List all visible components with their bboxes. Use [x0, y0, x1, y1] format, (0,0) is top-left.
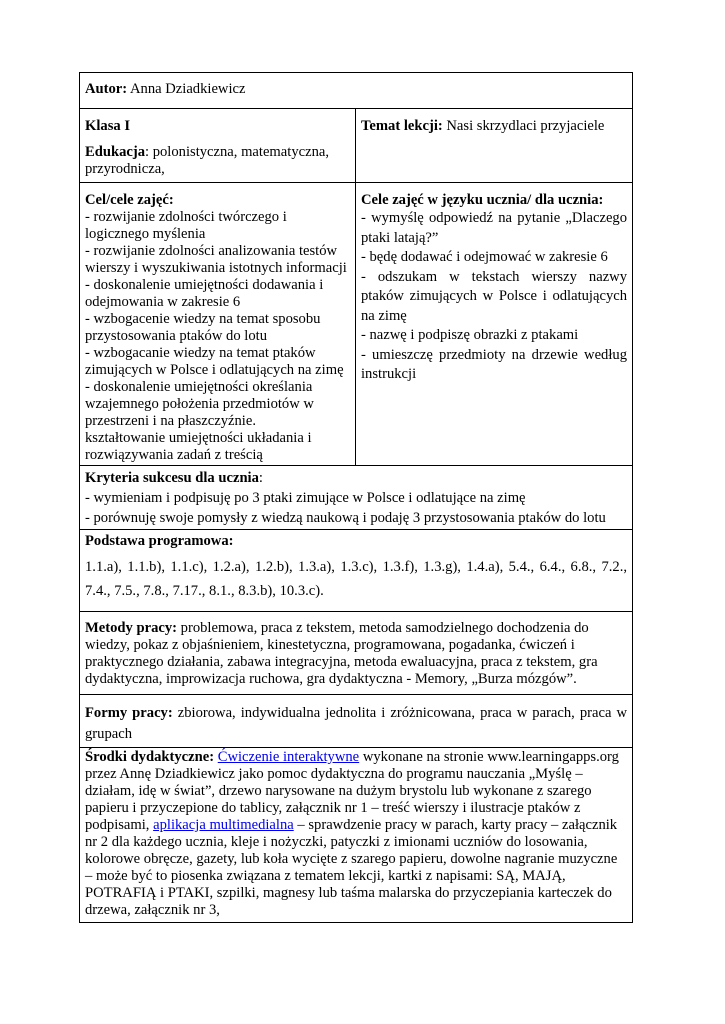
curriculum-cell — [80, 530, 633, 612]
curriculum-heading: Podstawa programowa: — [85, 533, 234, 549]
criteria-item: - porównuję swoje pomysły z wiedzą naukową i podaję 3 przystosowania ptaków do lotu — [85, 510, 606, 526]
means-text-2: – sprawdzenie pracy w parach, karty pracy – załącznik nr 2 dla każdego ucznia, kleje i nożyczki, patyczki z imionami uczniów do losowania, kolorowe obręcze, gazety, lub koła wycięte z szarego papieru, dowolne nagranie muzyczne – może być to piosenka związana z tematem lekcji, kartki z napisami: SĄ, MAJĄ, POTRAFIĄ i PTAKI, szpilki, magnesy lub taśma malarska do przyczepiania karteczek do drzewa, załącznik nr 3, — [85, 817, 618, 918]
goal-item: - rozwijanie zdolności analizowania testów wierszy i wyszukiwania istotnych informacji — [85, 243, 347, 276]
student-goal-item: - będę dodawać i odejmować w zakresie 6 — [361, 249, 608, 265]
goal-item: - wzbogacanie wiedzy na temat ptaków zimujących w Polsce i odlatujących na zimę — [85, 345, 344, 378]
curriculum-row — [80, 530, 633, 612]
criteria-heading: Kryteria sukcesu dla ucznia — [85, 470, 259, 486]
multimedia-app-link[interactable]: aplikacja multimedialna — [153, 817, 294, 833]
criteria-colon: : — [258, 470, 263, 486]
goals-cell — [80, 183, 356, 466]
means-cell — [80, 748, 633, 923]
student-goal-item: - odszukam w tekstach wierszy nazwy ptaków zimujących w Polsce i odlatujących na zimę — [361, 268, 628, 324]
goals-row — [80, 183, 633, 466]
criteria-item: - wymieniam i podpisuję po 3 ptaki zimujące w Polsce i odlatujące na zimę — [85, 490, 526, 506]
author-cell — [80, 73, 633, 109]
means-label: Środki dydaktyczne: — [85, 749, 215, 765]
goal-item: - doskonalenie umiejętności dodawania i odejmowania w zakresie 6 — [85, 277, 324, 310]
author-name: Anna Dziadkiewicz — [130, 81, 246, 97]
student-goal-item: - umieszczę przedmioty na drzewie według instrukcji — [361, 346, 628, 382]
interactive-exercise-link[interactable]: Ćwiczenie interaktywne — [217, 749, 360, 765]
class-label: Klasa I — [85, 118, 131, 134]
goal-item: kształtowanie umiejętności układania i rozwiązywania zadań z treścią — [85, 430, 312, 463]
curriculum-value: 1.1.a), 1.1.b), 1.1.c), 1.2.a), 1.2.b), 1.3.a), 1.3.c), 1.3.f), 1.3.g), 1.4.a), 5.4., 6.4., 6.8., 7.2., 7.4., 7.5., 7.8., 7.17., 8.1., 8.3.b), 10.3.c). — [85, 559, 628, 599]
methods-label: Metody pracy: — [85, 620, 177, 636]
methods-value: problemowa, praca z tekstem, metoda samodzielnego dochodzenia do wiedzy, pokaz z objaśnieniem, kinestetyczna, programowana, pogadanka, ćwiczeń i praktycznego działania, zabawa integracyjna, metoda ewaluacyjna, praca z tekstem, gra dydaktyczna, improwizacja ruchowa, gra dydaktyczna - Memory, „Burza mózgów”. — [85, 620, 598, 687]
class-cell — [80, 109, 356, 183]
criteria-heading-line — [85, 468, 627, 488]
goal-item: - wzbogacenie wiedzy na temat sposobu przystosowania ptaków do lotu — [85, 311, 321, 344]
lesson-plan-table — [79, 72, 633, 923]
forms-cell — [80, 695, 633, 748]
student-goals-heading: Cele zajęć w języku ucznia/ dla ucznia: — [361, 192, 604, 208]
class-topic-row — [80, 109, 633, 183]
goal-item: - rozwijanie zdolności twórczego i logicznego myślenia — [85, 209, 287, 242]
means-text-1: wykonane na stronie www.learningapps.org przez Annę Dziadkiewicz jako pomoc dydaktyczna do programu nauczania „Myślę – działam, idę w świat”, drzewo narysowane na dużym brystolu lub wykonane z szarego papieru i przyczepione do tablicy, załącznik nr 1 – treść wierszy i ilustracje ptaków z podpisami, — [85, 749, 619, 833]
methods-cell — [80, 612, 633, 695]
forms-row — [80, 695, 633, 748]
criteria-cell — [80, 466, 633, 530]
author-label: Autor: — [85, 81, 128, 97]
forms-label: Formy pracy: — [85, 705, 173, 721]
forms-value: zbiorowa, indywidualna jednolita i zróżnicowana, praca w parach, praca w grupach — [85, 705, 628, 742]
goals-heading: Cel/cele zajęć: — [85, 192, 174, 208]
topic-cell — [356, 109, 633, 183]
student-goals-cell — [356, 183, 633, 466]
criteria-row — [80, 466, 633, 530]
student-goal-item: - nazwę i podpiszę obrazki z ptakami — [361, 327, 579, 343]
topic-value: Nasi skrzydlaci przyjaciele — [446, 118, 605, 134]
topic-label: Temat lekcji: — [361, 118, 443, 134]
methods-row — [80, 612, 633, 695]
goal-item: - doskonalenie umiejętności określania wzajemnego położenia przedmiotów w przestrzeni i na płaszczyźnie. — [85, 379, 314, 429]
means-row — [80, 748, 633, 923]
education-value: : polonistyczna, matematyczna, przyrodnicza, — [85, 144, 329, 177]
student-goal-item: - wymyślę odpowiedź na pytanie „Dlaczego ptaki latają?” — [361, 210, 628, 246]
education-line — [85, 144, 350, 178]
education-label: Edukacja — [85, 144, 146, 160]
author-row — [80, 73, 633, 109]
